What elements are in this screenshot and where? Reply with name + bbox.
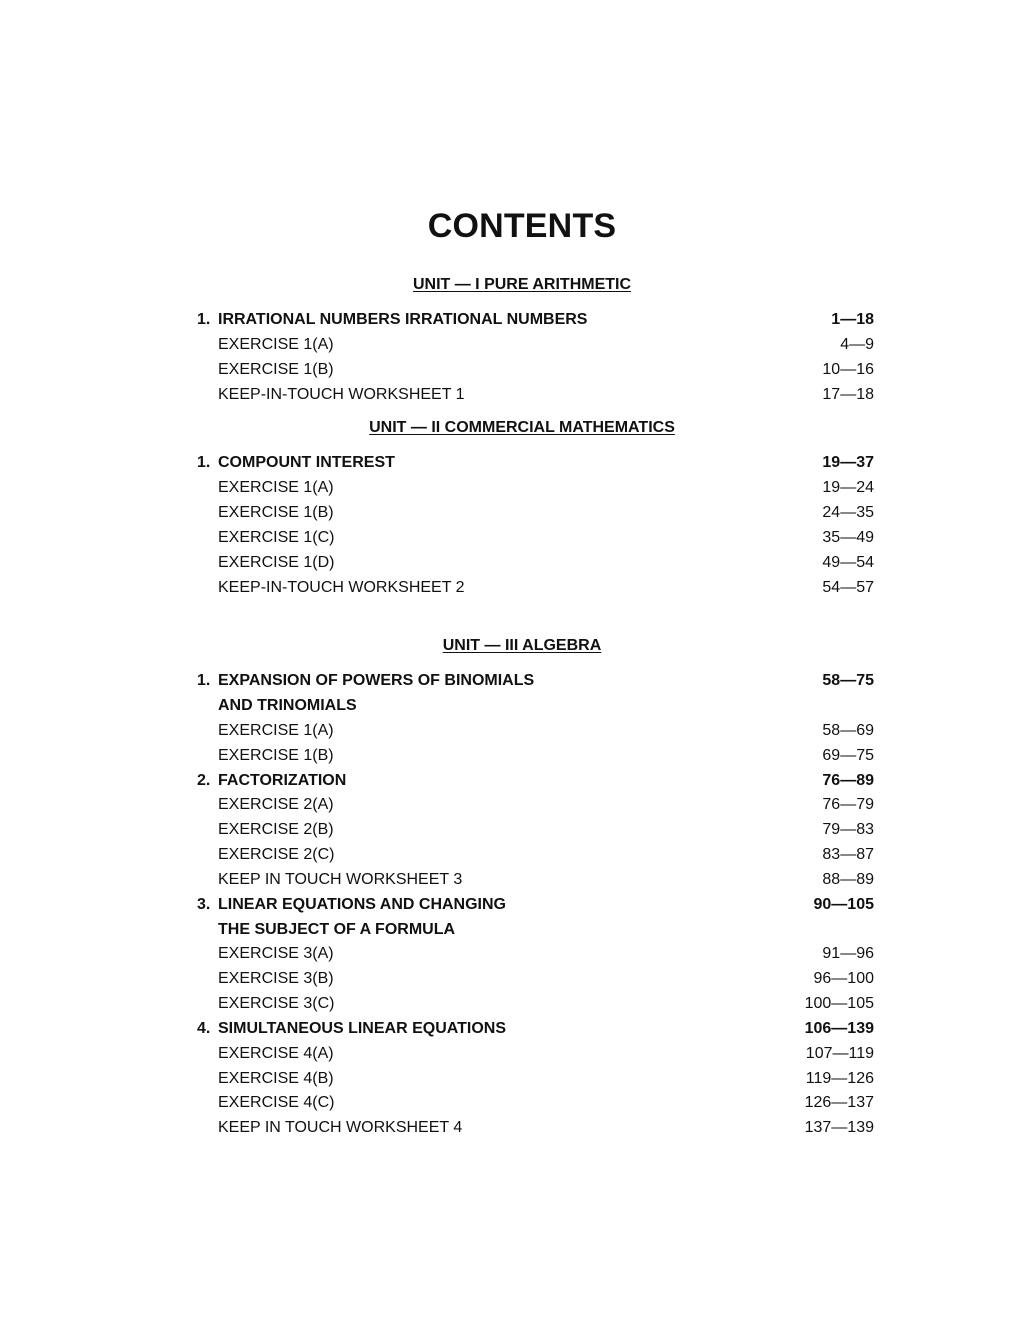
toc-exercise-row[interactable] xyxy=(197,993,874,1015)
toc-exercise-row[interactable] xyxy=(197,1117,874,1139)
toc-chapter-title-continuation xyxy=(197,695,874,717)
chapter-title: COMPOUNT INTEREST xyxy=(218,454,395,471)
chapter-number: 1. xyxy=(197,311,211,328)
page-range: 17—18 xyxy=(822,386,874,403)
chapter-number: 1. xyxy=(197,672,211,689)
exercise-title: KEEP-IN-TOUCH WORKSHEET 2 xyxy=(218,579,465,596)
exercise-title: EXERCISE 2(A) xyxy=(218,796,334,813)
chapter-number: 4. xyxy=(197,1020,211,1037)
toc-exercise-row[interactable] xyxy=(197,552,874,574)
exercise-title: EXERCISE 1(B) xyxy=(218,504,334,521)
exercise-title: EXERCISE 4(A) xyxy=(218,1045,334,1062)
toc-exercise-row[interactable] xyxy=(197,477,874,499)
chapter-title: SIMULTANEOUS LINEAR EQUATIONS xyxy=(218,1020,506,1037)
exercise-title: EXERCISE 4(C) xyxy=(218,1094,335,1111)
chapter-number: 3. xyxy=(197,896,211,913)
page-range: 88—89 xyxy=(822,871,874,888)
chapter-title: IRRATIONAL NUMBERS IRRATIONAL NUMBERS xyxy=(218,311,588,328)
page-range: 107—119 xyxy=(805,1045,874,1062)
unit-heading: UNIT — I PURE ARITHMETIC xyxy=(412,276,632,293)
page-range: 100—105 xyxy=(804,995,874,1012)
page-range: 83—87 xyxy=(822,846,874,863)
exercise-title: EXERCISE 3(A) xyxy=(218,945,334,962)
exercise-title: EXERCISE 4(B) xyxy=(218,1070,334,1087)
page-range: 58—75 xyxy=(822,672,874,689)
exercise-title: EXERCISE 3(C) xyxy=(218,995,335,1012)
exercise-title: EXERCISE 3(B) xyxy=(218,970,334,987)
toc-exercise-row[interactable] xyxy=(197,1068,874,1090)
page-range: 76—89 xyxy=(822,772,874,789)
exercise-title: EXERCISE 1(A) xyxy=(218,336,334,353)
toc-exercise-row[interactable] xyxy=(197,943,874,965)
exercise-title: EXERCISE 1(C) xyxy=(218,529,335,546)
toc-exercise-row[interactable] xyxy=(197,1092,874,1114)
toc-chapter-row[interactable] xyxy=(197,770,874,792)
chapter-title-continued: AND TRINOMIALS xyxy=(218,697,357,714)
exercise-title: KEEP IN TOUCH WORKSHEET 4 xyxy=(218,1119,463,1136)
toc-exercise-row[interactable] xyxy=(197,384,874,406)
page-range: 24—35 xyxy=(822,504,874,521)
page-title: CONTENTS xyxy=(427,207,617,245)
chapter-title-continued: THE SUBJECT OF A FORMULA xyxy=(218,921,456,938)
page-range: 90—105 xyxy=(813,896,874,913)
exercise-title: EXERCISE 1(B) xyxy=(218,747,334,764)
page-range: 19—24 xyxy=(822,479,874,496)
chapter-title: LINEAR EQUATIONS AND CHANGING xyxy=(218,896,506,913)
page-range: 96—100 xyxy=(813,970,874,987)
page-range: 35—49 xyxy=(822,529,874,546)
page-range: 137—139 xyxy=(804,1119,874,1136)
page-range: 76—79 xyxy=(822,796,874,813)
page-range: 19—37 xyxy=(822,454,874,471)
unit-heading: UNIT — II COMMERCIAL MATHEMATICS xyxy=(369,419,675,436)
toc-exercise-row[interactable] xyxy=(197,359,874,381)
chapter-title: EXPANSION OF POWERS OF BINOMIALS xyxy=(218,672,535,689)
exercise-title: EXERCISE 2(C) xyxy=(218,846,335,863)
page-range: 49—54 xyxy=(822,554,874,571)
exercise-title: KEEP IN TOUCH WORKSHEET 3 xyxy=(218,871,463,888)
page-range: 91—96 xyxy=(822,945,874,962)
toc-chapter-row[interactable] xyxy=(197,1018,874,1040)
toc-exercise-row[interactable] xyxy=(197,577,874,599)
page-range: 4—9 xyxy=(840,336,874,353)
toc-chapter-row[interactable] xyxy=(197,670,874,692)
toc-exercise-row[interactable] xyxy=(197,720,874,742)
unit-heading: UNIT — III ALGEBRA xyxy=(442,637,602,654)
toc-exercise-row[interactable] xyxy=(197,334,874,356)
exercise-title: EXERCISE 1(A) xyxy=(218,722,334,739)
toc-exercise-row[interactable] xyxy=(197,502,874,524)
exercise-title: EXERCISE 1(A) xyxy=(218,479,334,496)
page-range: 10—16 xyxy=(822,361,874,378)
page-range: 1—18 xyxy=(831,311,874,328)
exercise-title: EXERCISE 2(B) xyxy=(218,821,334,838)
toc-exercise-row[interactable] xyxy=(197,819,874,841)
chapter-title: FACTORIZATION xyxy=(218,772,347,789)
page-range: 119—126 xyxy=(805,1070,874,1087)
toc-chapter-row[interactable] xyxy=(197,452,874,474)
toc-exercise-row[interactable] xyxy=(197,527,874,549)
exercise-title: EXERCISE 1(B) xyxy=(218,361,334,378)
toc-exercise-row[interactable] xyxy=(197,968,874,990)
toc-chapter-title-continuation xyxy=(197,919,874,941)
chapter-number: 2. xyxy=(197,772,211,789)
exercise-title: EXERCISE 1(D) xyxy=(218,554,335,571)
page-range: 106—139 xyxy=(804,1020,874,1037)
toc-chapter-row[interactable] xyxy=(197,309,874,331)
toc-exercise-row[interactable] xyxy=(197,745,874,767)
page-range: 69—75 xyxy=(822,747,874,764)
page-range: 54—57 xyxy=(822,579,874,596)
toc-chapter-row[interactable] xyxy=(197,894,874,916)
page-range: 58—69 xyxy=(822,722,874,739)
toc-exercise-row[interactable] xyxy=(197,869,874,891)
exercise-title: KEEP-IN-TOUCH WORKSHEET 1 xyxy=(218,386,465,403)
page-range: 79—83 xyxy=(822,821,874,838)
toc-exercise-row[interactable] xyxy=(197,844,874,866)
chapter-number: 1. xyxy=(197,454,211,471)
toc-exercise-row[interactable] xyxy=(197,794,874,816)
toc-exercise-row[interactable] xyxy=(197,1043,874,1065)
page-range: 126—137 xyxy=(804,1094,874,1111)
